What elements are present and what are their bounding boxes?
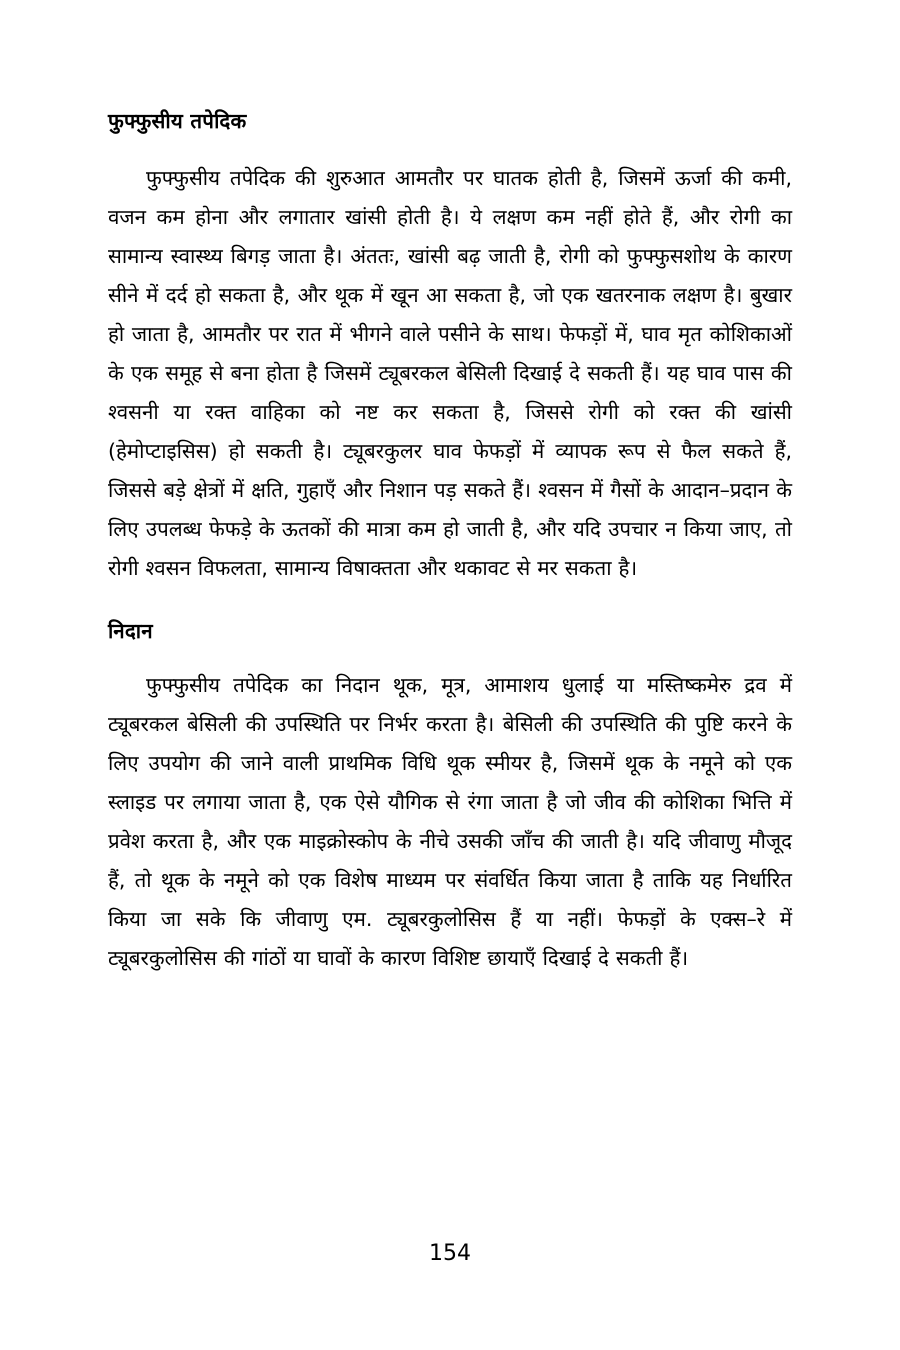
section-body-diagnosis: फुफ्फुसीय तपेदिक का निदान थूक, मूत्र, आमाशय धुलाई या मस्तिष्कमेरु द्रव में ट्यूबरकल बेसिली की उपस्थिति पर निर्भर करता है। बेसिली की उपस्थिति की पुष्टि करने के लिए उपयोग की जाने वाली प्राथमिक विधि थूक स्मीयर है, जिसमें थूक के नमूने को एक स्लाइड पर लगाया जाता है, एक ऐसे यौगिक से रंगा जाता है जो जीव की कोशिका भित्ति में प्रवेश करता है, और एक माइक्रोस्कोप के नीचे उसकी जाँच की जाती है। यदि जीवाणु मौजूद हैं, तो थूक के नमूने को एक विशेष माध्यम पर संवर्धित किया जाता है ताकि यह निर्धारित किया जा सके कि जीवाणु एम. ट्यूबरकुलोसिस हैं या नहीं। फेफड़ों के एक्स–रे में ट्यूबरकुलोसिस की गांठों या घावों के कारण विशिष्ट छायाएँ दिखाई दे सकती हैं।: [108, 673, 792, 971]
page-content: [108, 108, 792, 978]
section-body-pulmonary-tuberculosis: फुफ्फुसीय तपेदिक की शुरुआत आमतौर पर घातक होती है, जिसमें ऊर्जा की कमी, वजन कम होना और लगातार खांसी होती है। ये लक्षण कम नहीं होते हैं, और रोगी का सामान्य स्वास्थ्य बिगड़ जाता है। अंततः, खांसी बढ़ जाती है, रोगी को फुफ्फुसशोथ के कारण सीने में दर्द हो सकता है, और थूक में खून आ सकता है, जो एक खतरनाक लक्षण है। बुखार हो जाता है, आमतौर पर रात में भीगने वाले पसीने के साथ। फेफड़ों में, घाव मृत कोशिकाओं के एक समूह से बना होता है जिसमें ट्यूबरकल बेसिली दिखाई दे सकती हैं। यह घाव पास की श्वसनी या रक्त वाहिका को नष्ट कर सकता है, जिससे रोगी को रक्त की खांसी (हेमोप्टाइसिस) हो सकती है। ट्यूबरकुलर घाव फेफड़ों में व्यापक रूप से फैल सकते हैं, जिससे बड़े क्षेत्रों में क्षति, गुहाएँ और निशान पड़ सकते हैं। श्वसन में गैसों के आदान–प्रदान के लिए उपलब्ध फेफड़े के ऊतकों की मात्रा कम हो जाती है, और यदि उपचार न किया जाए, तो रोगी श्वसन विफलता, सामान्य विषाक्तता और थकावट से मर सकता है।: [108, 165, 793, 580]
page-number: 154: [429, 1241, 471, 1266]
section-heading-diagnosis: निदान: [108, 618, 153, 643]
section-heading-pulmonary-tuberculosis: फुफ्फुसीय तपेदिक: [108, 109, 247, 133]
